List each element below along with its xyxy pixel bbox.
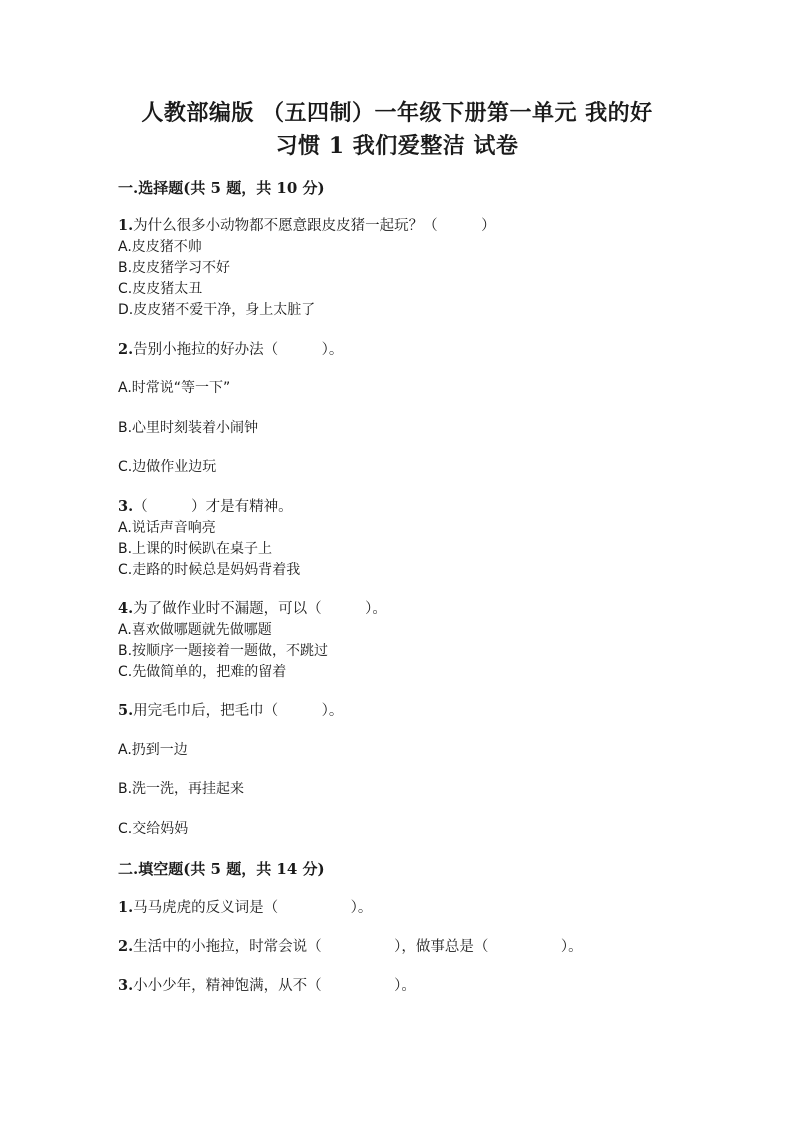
question-text: 告别小拖拉的好办法（ ）。 (133, 342, 344, 358)
question-4-option-b: B.按顺序一题接着一题做，不跳过 (118, 643, 329, 659)
question-2 (118, 340, 343, 360)
question-text: 小小少年，精神饱满，从不（ ）。 (133, 978, 416, 994)
question-2-option-b: B.心里时刻装着小闹钟 (118, 420, 259, 436)
question-text: 生活中的小拖拉，时常会说（ ），做事总是（ ）。 (133, 939, 583, 955)
page-title-line-2: 习惯 1 我们爱整洁 试卷 (275, 133, 519, 159)
section-heading-fill-in-blank: 二.填空题(共 5 题，共 14 分) (118, 860, 325, 878)
question-1 (118, 216, 496, 236)
question-2-option-a: A.时常说“等一下” (118, 380, 231, 396)
question-5-option-b: B.洗一洗，再挂起来 (118, 781, 245, 797)
question-text: 为什么很多小动物都不愿意跟皮皮猪一起玩？（ ） (133, 218, 496, 234)
question-number: 2. (118, 341, 134, 358)
question-5 (118, 701, 343, 721)
page-title-line-1: 人教部编版 （五四制）一年级下册第一单元 我的好 (141, 100, 653, 126)
question-3 (118, 497, 293, 517)
question-1-option-c: C.皮皮猪太丑 (118, 281, 203, 297)
question-5-option-c: C.交给妈妈 (118, 821, 189, 837)
question-number: 4. (118, 600, 134, 617)
question-1-option-d: D.皮皮猪不爱干净，身上太脏了 (118, 302, 316, 318)
question-4-option-c: C.先做简单的，把难的留着 (118, 664, 287, 680)
fill-question-1 (118, 898, 372, 918)
question-number: 3. (118, 977, 134, 994)
question-text: 用完毛巾后，把毛巾（ ）。 (133, 703, 344, 719)
question-text: （ ）才是有精神。 (133, 499, 293, 515)
question-number: 3. (118, 498, 134, 515)
question-number: 2. (118, 938, 134, 955)
fill-question-3 (118, 976, 416, 996)
fill-question-2 (118, 937, 583, 957)
section-heading-multiple-choice: 一.选择题(共 5 题，共 10 分) (118, 179, 325, 197)
question-number: 1. (118, 899, 134, 916)
question-text: 为了做作业时不漏题，可以（ ）。 (133, 601, 387, 617)
question-text: 马马虎虎的反义词是（ ）。 (133, 900, 373, 916)
question-3-option-b: B.上课的时候趴在桌子上 (118, 541, 273, 557)
question-1-option-b: B.皮皮猪学习不好 (118, 260, 231, 276)
question-4 (118, 599, 387, 619)
question-5-option-a: A.扔到一边 (118, 742, 188, 758)
question-number: 1. (118, 217, 134, 234)
question-3-option-a: A.说话声音响亮 (118, 520, 216, 536)
question-2-option-c: C.边做作业边玩 (118, 459, 217, 475)
question-number: 5. (118, 702, 134, 719)
question-3-option-c: C.走路的时候总是妈妈背着我 (118, 562, 301, 578)
question-4-option-a: A.喜欢做哪题就先做哪题 (118, 622, 272, 638)
question-1-option-a: A.皮皮猪不帅 (118, 239, 202, 255)
